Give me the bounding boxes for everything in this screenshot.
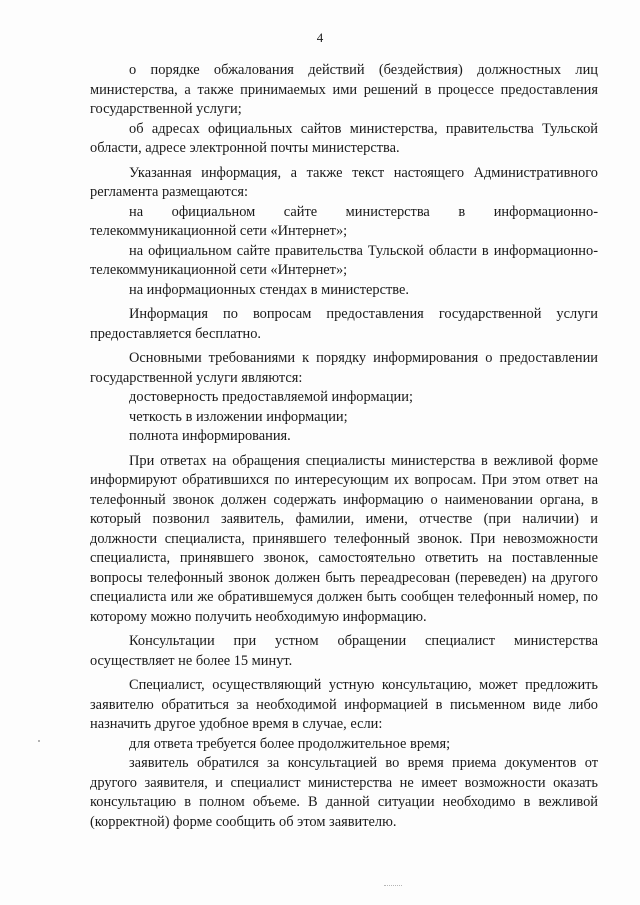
paragraph-consultation-time: Консультации при устном обращении специалист министерства осуществляет не более 15 минут. — [90, 633, 598, 669]
page-number: 4 — [316, 30, 324, 45]
scan-speck — [384, 885, 402, 887]
paragraph-ministry-website: на официальном сайте министерства в информационно-телекоммуникационной сети «Интернет»; — [90, 203, 598, 239]
paragraph-other-applicant: заявитель обратился за консультацией во время приема документов от другого заявителя, и специалист министерства не имеет возможности оказать консультацию в полном объеме. В данной ситуации необходимо в вежливой (корректной) форме сообщить об этом заявителю. — [90, 755, 598, 830]
paragraph-appeal-procedure: о порядке обжалования действий (бездействия) должностных лиц министерства, а также принимаемых ими решений в процессе предоставления государственной услуги; — [90, 62, 598, 117]
paragraph-website-addresses: об адресах официальных сайтов министерства, правительства Тульской области, адресе электронной почты министерства. — [90, 120, 598, 156]
document-body — [90, 61, 598, 832]
paragraph-written-form: Специалист, осуществляющий устную консультацию, может предложить заявителю обратиться за необходимой информацией в письменном виде либо назначить другое удобное время в случае, если: — [90, 677, 598, 732]
paragraph-phone-responses: При ответах на обращения специалисты министерства в вежливой форме информируют обратившихся по интересующим их вопросам. При этом ответ на телефонный звонок должен содержать информацию о наименовании органа, в который позвонил заявитель, фамилии, имени, отчестве (при наличии) и должности специалиста, принявшего телефонный звонок. При невозможности специалиста, принявшего звонок, самостоятельно ответить на поставленные вопросы телефонный звонок должен быть переадресован (переведен) на другого специалиста или же обратившемуся должен быть сообщен телефонный номер, по которому можно получить необходимую информацию. — [90, 452, 598, 625]
scan-margin-mark — [38, 740, 40, 742]
paragraph-completeness: полнота информирования. — [129, 428, 291, 444]
paragraph-longer-time: для ответа требуется более продолжительное время; — [129, 735, 451, 752]
paragraph-requirements: Основными требованиями к порядку информирования о предоставлении государственной услуги являются: — [90, 350, 598, 386]
paragraph-info-stands: на информационных стендах в министерстве. — [129, 281, 409, 298]
paragraph-free-of-charge: Информация по вопросам предоставления государственной услуги предоставляется бесплатно. — [90, 306, 598, 342]
paragraph-government-website: на официальном сайте правительства Тульской области в информационно-телекоммуникационной сети «Интернет»; — [90, 242, 598, 278]
paragraph-clarity: четкость в изложении информации; — [129, 408, 348, 425]
paragraph-reliability: достоверность предоставляемой информации; — [129, 389, 413, 405]
paragraph-info-placement: Указанная информация, а также текст настоящего Административного регламента размещаются: — [90, 164, 598, 200]
